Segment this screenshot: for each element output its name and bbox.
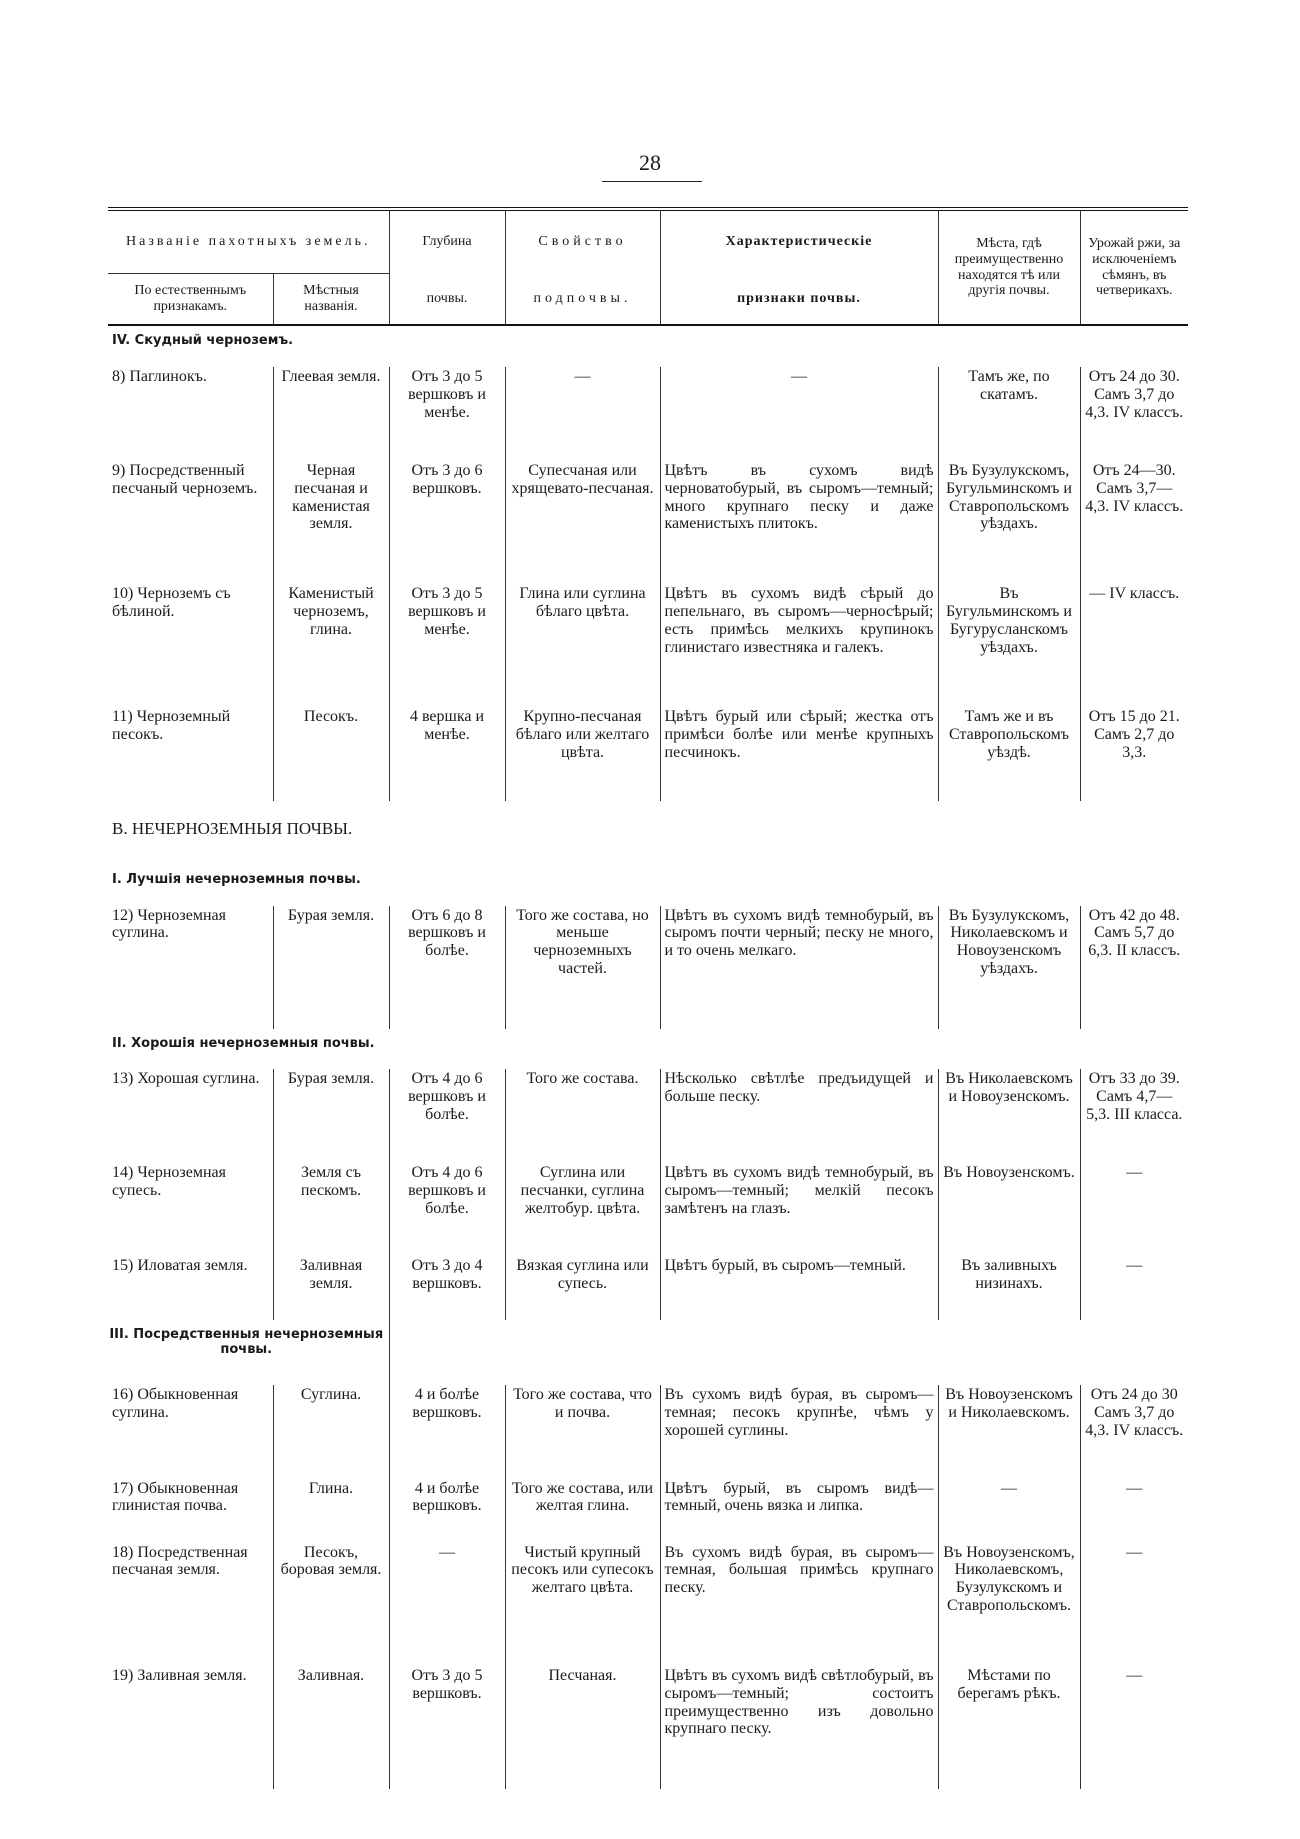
cell-subsoil: Чистый крупный песокъ или супесокъ желтаго цвѣта. xyxy=(505,1543,660,1666)
header-depth-bottom: почвы. xyxy=(389,274,505,326)
cell-features: Нѣсколько свѣтлѣе предъидущей и больше песку. xyxy=(660,1069,938,1163)
table-row xyxy=(108,1256,1188,1320)
cell-features: Цвѣтъ бурый или сѣрый; жестка отъ примѣси болѣе или менѣе крупныхъ песчинокъ. xyxy=(660,707,938,801)
cell-places: Въ Новоузенскомъ и Николаевскомъ. xyxy=(938,1385,1080,1479)
cell-natural: 14) Черноземная супесь. xyxy=(112,1163,226,1199)
cell-features: Цвѣтъ въ сухомъ видѣ черноватобурый, въ сыромъ—темный; много крупнаго песку и даже каменистыхъ плитокъ. xyxy=(660,461,938,584)
cell-depth: 4 и болѣе вершковъ. xyxy=(389,1385,505,1479)
table-row xyxy=(108,707,1188,801)
cell-depth: — xyxy=(389,1543,505,1666)
cell-depth: Отъ 3 до 5 вершковъ и менѣе. xyxy=(389,367,505,461)
header-features-bottom: признаки почвы. xyxy=(660,274,938,326)
cell-places: Въ Бугульминскомъ и Бугурусланскомъ уѣздахъ. xyxy=(938,584,1080,707)
cell-depth: 4 вершка и менѣе. xyxy=(389,707,505,801)
cell-subsoil: Крупно-песчаная бѣлаго или желтаго цвѣта. xyxy=(505,707,660,801)
table-row xyxy=(108,1069,1188,1163)
cell-features: Цвѣтъ въ сухомъ видѣ свѣтлобурый, въ сыромъ—темный; состоитъ преимущественно изъ довольно крупнаго песку. xyxy=(660,1666,938,1789)
cell-features: Цвѣтъ бурый, въ сыромъ видѣ—темный, очень вязка и липка. xyxy=(660,1479,938,1543)
cell-natural: 10) Черноземъ съ бѣлиной. xyxy=(112,584,231,620)
table-row xyxy=(108,1163,1188,1257)
cell-local: Бурая земля. xyxy=(273,906,389,1029)
cell-natural: 18) Посредственная песчаная земля. xyxy=(112,1543,248,1579)
cell-places: Въ Бузулукскомъ, Бугульминскомъ и Ставропольскомъ уѣздахъ. xyxy=(938,461,1080,584)
cell-places: Тамъ же и въ Ставропольскомъ уѣздѣ. xyxy=(938,707,1080,801)
cell-local: Песокъ. xyxy=(273,707,389,801)
cell-features: Въ сухомъ видѣ бурая, въ сыромъ—темная, большая примѣсь крупнаго песку. xyxy=(660,1543,938,1666)
cell-places: Мѣстами по берегамъ рѣкъ. xyxy=(938,1666,1080,1789)
cell-local: Суглина. xyxy=(273,1385,389,1479)
header-subsoil-bottom: подпочвы. xyxy=(505,274,660,326)
cell-natural: 19) Заливная земля. xyxy=(112,1666,247,1684)
header-yield: Урожай ржи, за исключеніемъ сѣмянъ, въ четверикахъ. xyxy=(1080,209,1188,325)
cell-natural: 16) Обыкновенная суглина. xyxy=(112,1385,239,1421)
cell-natural: 8) Паглинокъ. xyxy=(112,368,207,386)
table-row xyxy=(108,1385,1188,1479)
cell-subsoil: Того же состава, что и почва. xyxy=(505,1385,660,1479)
cell-features: Цвѣтъ въ сухомъ видѣ темнобурый, въ сыромъ почти черный; песку не много, и то очень мелкаго. xyxy=(660,906,938,1029)
cell-places: Въ Николаевскомъ и Новоузенскомъ. xyxy=(938,1069,1080,1163)
page-number: 28 xyxy=(639,150,661,175)
cell-local: Бурая земля. xyxy=(273,1069,389,1163)
cell-yield: — xyxy=(1080,1256,1188,1320)
table-row xyxy=(108,1666,1188,1789)
header-depth-top: Глубина xyxy=(389,209,505,274)
cell-depth: Отъ 3 до 6 вершковъ. xyxy=(389,461,505,584)
cell-places: Въ заливныхъ низинахъ. xyxy=(938,1256,1080,1320)
cell-yield: — xyxy=(1080,1479,1188,1543)
cell-local: Глеевая земля. xyxy=(273,367,389,461)
header-places: Мѣста, гдѣ преимущественно находятся тѣ или другія почвы. xyxy=(938,209,1080,325)
cell-subsoil: Песчаная. xyxy=(505,1666,660,1789)
cell-subsoil: — xyxy=(505,367,660,461)
table-row xyxy=(108,906,1188,1029)
table-header xyxy=(108,209,1188,325)
cell-features: Въ сухомъ видѣ бурая, въ сыромъ—темная; песокъ крупнѣе, чѣмъ у хорошей суглины. xyxy=(660,1385,938,1479)
cell-depth: Отъ 3 до 5 вершковъ и менѣе. xyxy=(389,584,505,707)
cell-natural: 13) Хорошая суглина. xyxy=(112,1070,260,1088)
cell-yield: — IV классъ. xyxy=(1080,584,1188,707)
cell-subsoil: Вязкая суглина или супесь. xyxy=(505,1256,660,1320)
table-row xyxy=(108,584,1188,707)
cell-natural: 15) Иловатая земля. xyxy=(112,1257,248,1275)
table-row xyxy=(108,1543,1188,1666)
cell-yield: Отъ 15 до 21. Самъ 2,7 до 3,3. xyxy=(1080,707,1188,801)
cell-yield: — xyxy=(1080,1163,1188,1257)
cell-yield: — xyxy=(1080,1666,1188,1789)
cell-depth: Отъ 3 до 5 вершковъ. xyxy=(389,1666,505,1789)
cell-features: Цвѣтъ въ сухомъ видѣ сѣрый до пепельнаго, въ сыромъ—черносѣрый; есть примѣсь мелкихъ крупинокъ глинистаго известняка и галекъ. xyxy=(660,584,938,707)
cell-natural: 9) Посредственный песчаный черноземъ. xyxy=(112,461,258,497)
cell-local: Глина. xyxy=(273,1479,389,1543)
cell-yield: — xyxy=(1080,1543,1188,1666)
cell-yield: Отъ 24 до 30. Самъ 3,7 до 4,3. IV классъ. xyxy=(1080,367,1188,461)
cell-features: Цвѣтъ въ сухомъ видѣ темнобурый, въ сыромъ—темный; мелкій песокъ замѣтенъ на глазъ. xyxy=(660,1163,938,1257)
cell-places: Тамъ же, по скатамъ. xyxy=(938,367,1080,461)
cell-local: Заливная земля. xyxy=(273,1256,389,1320)
cell-yield: Отъ 24—30. Самъ 3,7—4,3. IV классъ. xyxy=(1080,461,1188,584)
cell-subsoil: Глина или суглина бѣлаго цвѣта. xyxy=(505,584,660,707)
cell-depth: Отъ 4 до 6 вершковъ и болѣе. xyxy=(389,1163,505,1257)
cell-subsoil: Супесчаная или хрящевато-песчаная. xyxy=(505,461,660,584)
cell-subsoil: Того же состава, или желтая глина. xyxy=(505,1479,660,1543)
header-natural: По естественнымъ признакамъ. xyxy=(134,283,247,314)
table-row xyxy=(108,367,1188,461)
cell-local: Каменистый черноземъ, глина. xyxy=(273,584,389,707)
cell-features: — xyxy=(660,367,938,461)
section-title: IV. Скудный черноземъ. xyxy=(112,333,294,348)
page-number-rule xyxy=(602,181,702,182)
cell-places: — xyxy=(938,1479,1080,1543)
cell-yield: Отъ 33 до 39. Самъ 4,7—5,3. III класса. xyxy=(1080,1069,1188,1163)
cell-local: Земля съ пескомъ. xyxy=(273,1163,389,1257)
cell-natural: 12) Черноземная суглина. xyxy=(112,906,226,942)
cell-subsoil: Того же состава. xyxy=(505,1069,660,1163)
table-row xyxy=(108,461,1188,584)
section-title: II. Хорошія нечерноземныя почвы. xyxy=(112,1035,375,1051)
cell-yield: Отъ 42 до 48. Самъ 5,7 до 6,3. II классъ. xyxy=(1080,906,1188,1029)
cell-subsoil: Того же состава, но меньше черноземныхъ частей. xyxy=(505,906,660,1029)
cell-places: Въ Бузулукскомъ, Николаевскомъ и Новоузенскомъ уѣздахъ. xyxy=(938,906,1080,1029)
cell-depth: Отъ 3 до 4 вершковъ. xyxy=(389,1256,505,1320)
header-group-title: Названіе пахотныхъ земель. xyxy=(108,209,389,274)
cell-yield: Отъ 24 до 30 Самъ 3,7 до 4,3. IV классъ. xyxy=(1080,1385,1188,1479)
cell-local: Песокъ, боровая земля. xyxy=(273,1543,389,1666)
cell-natural: 11) Черноземный песокъ. xyxy=(112,708,231,743)
section-title: В. НЕЧЕРНОЗЕМНЫЯ ПОЧВЫ. xyxy=(112,818,353,838)
cell-local: Заливная. xyxy=(273,1666,389,1789)
cell-depth: 4 и болѣе вершковъ. xyxy=(389,1479,505,1543)
soil-classification-table xyxy=(108,207,1188,1789)
cell-depth: Отъ 4 до 6 вершковъ и болѣе. xyxy=(389,1069,505,1163)
cell-features: Цвѣтъ бурый, въ сыромъ—темный. xyxy=(660,1256,938,1320)
cell-places: Въ Новоузенскомъ, Николаевскомъ, Бузулукскомъ и Ставропольскомъ. xyxy=(938,1543,1080,1666)
header-features-top: Характеристическіе xyxy=(660,209,938,274)
section-title: III. Посредственныя нечерноземныя почвы. xyxy=(109,1327,384,1357)
table-body xyxy=(108,325,1188,1789)
cell-subsoil: Суглина или песчанки, суглина желтобур. цвѣта. xyxy=(505,1163,660,1257)
cell-places: Въ Новоузенскомъ. xyxy=(938,1163,1080,1257)
cell-depth: Отъ 6 до 8 вершковъ и болѣе. xyxy=(389,906,505,1029)
header-local: Мѣстныя названія. xyxy=(273,274,389,326)
table-row xyxy=(108,1479,1188,1543)
section-subtitle: I. Лучшія нечерноземныя почвы. xyxy=(112,872,361,888)
cell-natural: 17) Обыкновенная глинистая почва. xyxy=(112,1479,239,1515)
header-subsoil-top: Свойство xyxy=(505,209,660,274)
cell-local: Черная песчаная и каменистая земля. xyxy=(273,461,389,584)
